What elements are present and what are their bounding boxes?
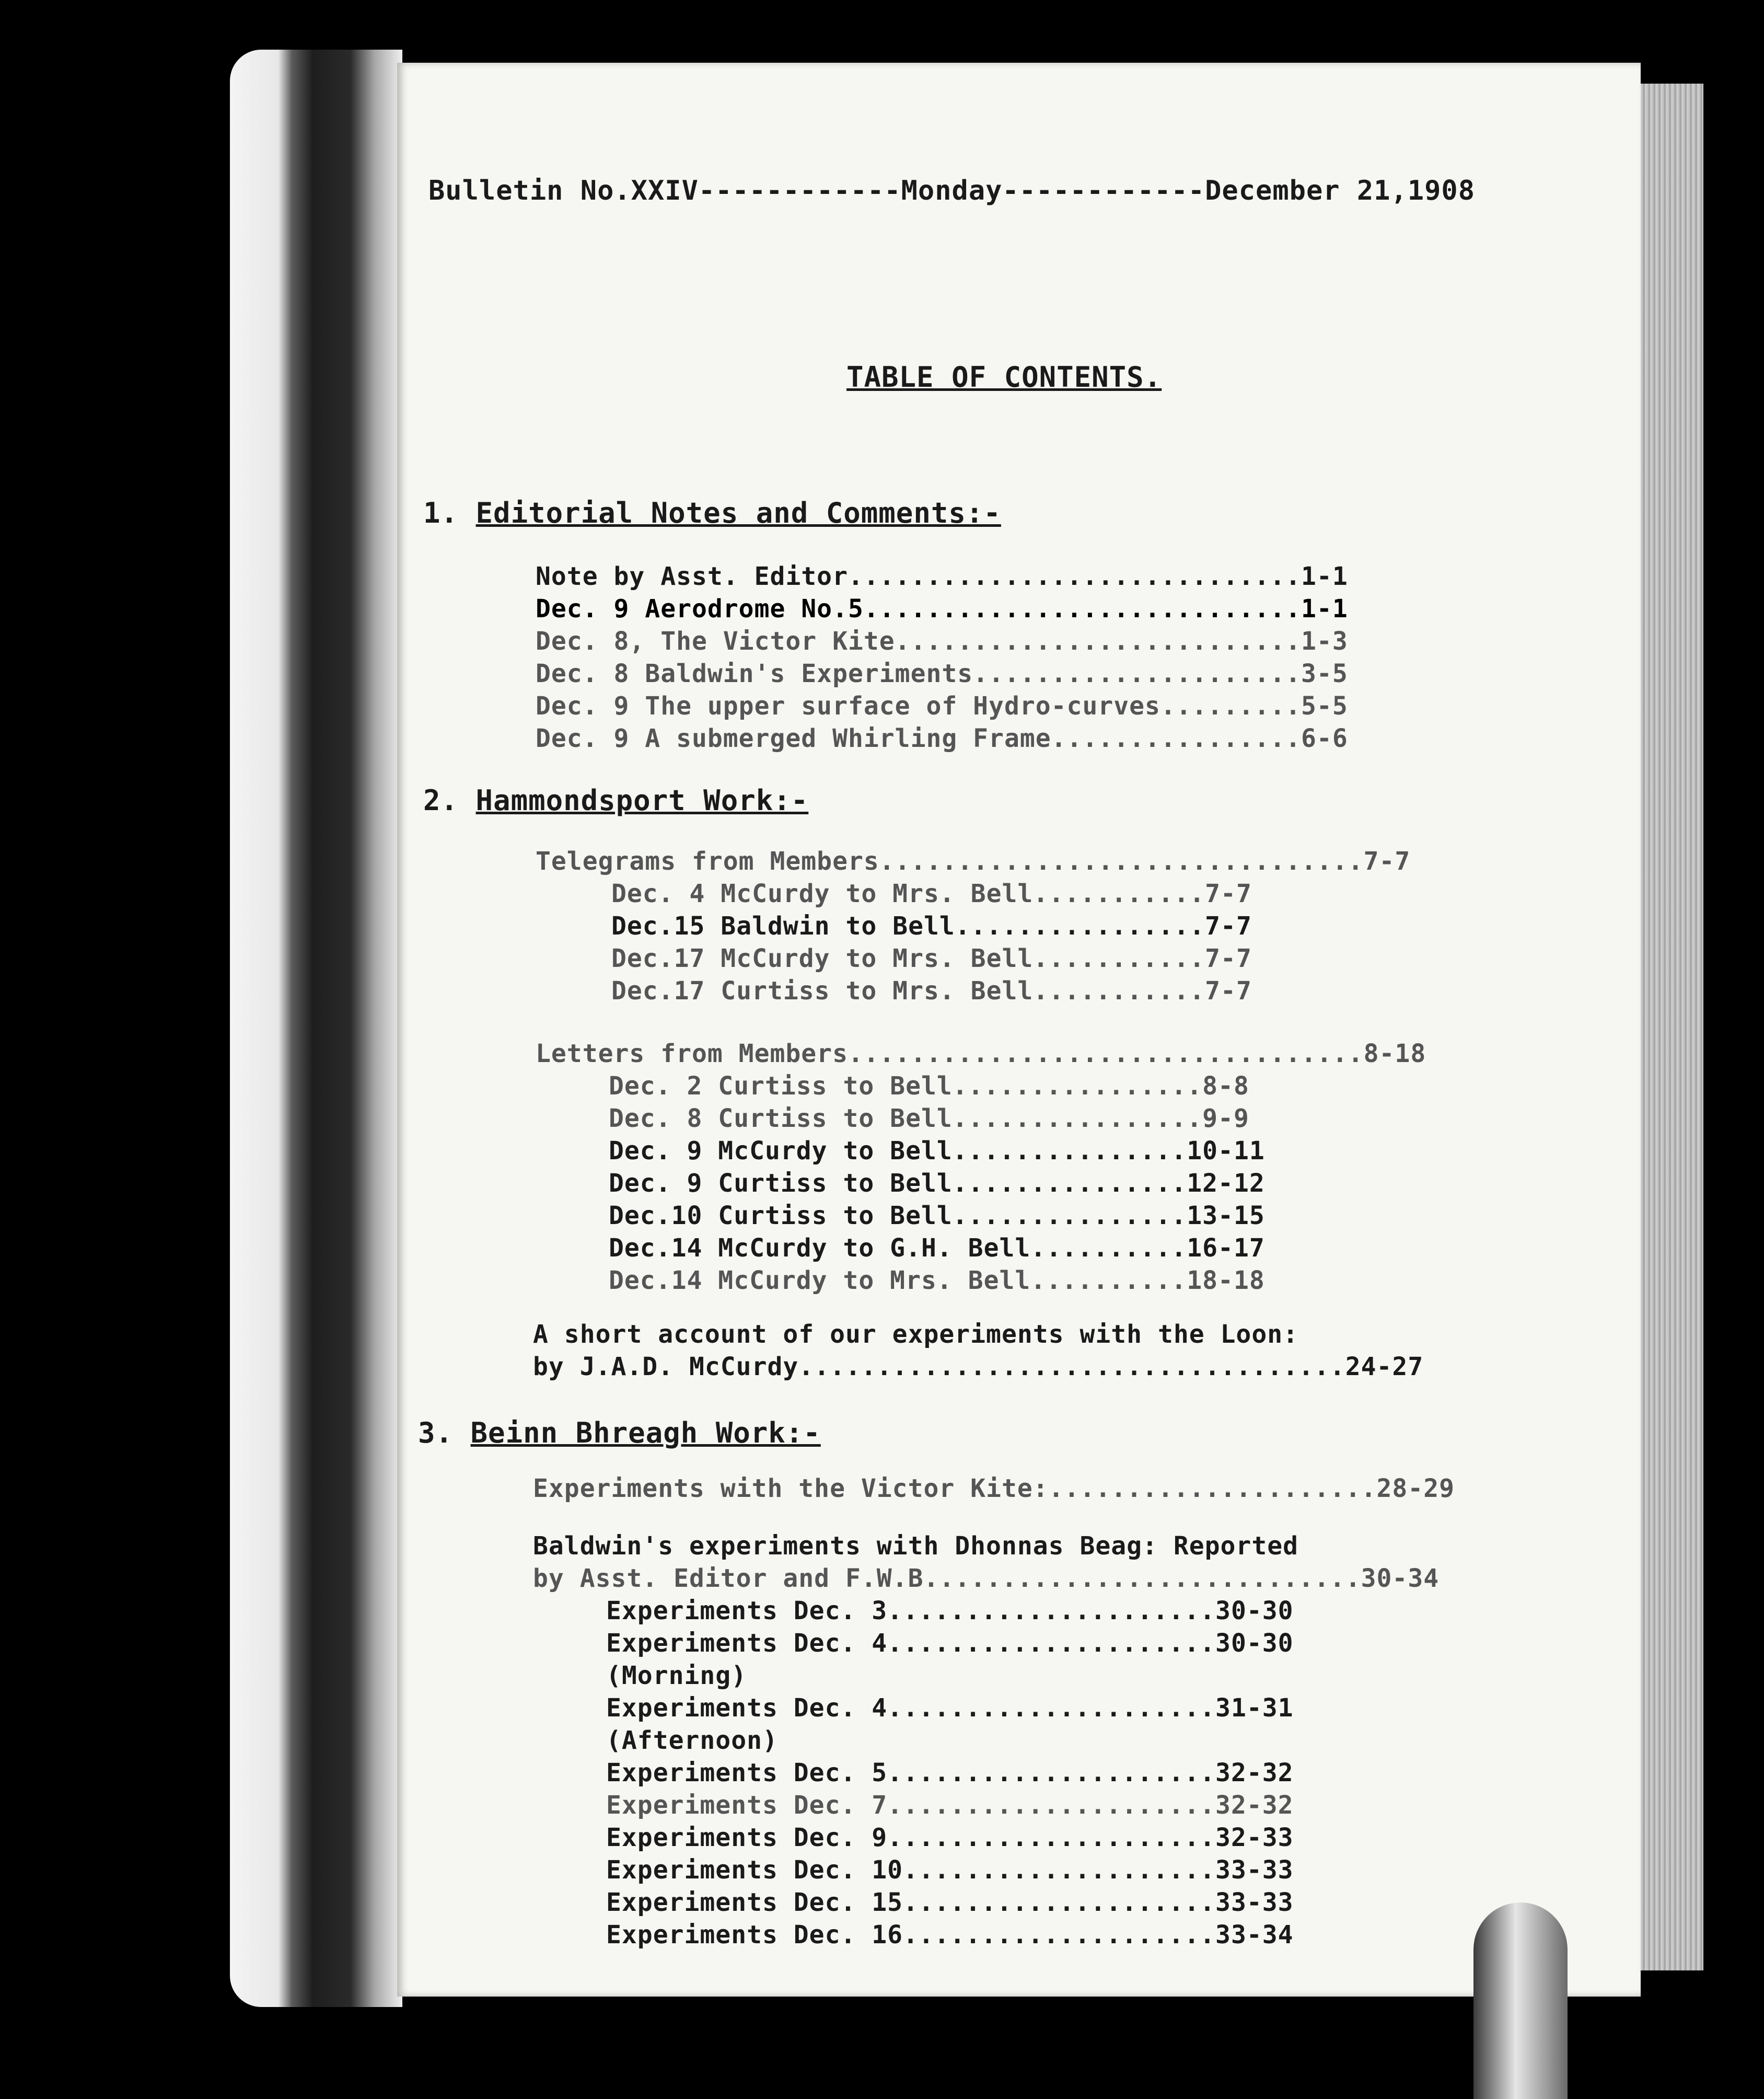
page-edges [1641,84,1703,1970]
letter-item: Dec. 8 Curtiss to Bell................9-9 [609,1104,1249,1133]
experiment-item: Experiments Dec. 4.....................30-30 [606,1629,1294,1658]
loon-account-line2: by J.A.D. McCurdy...................................24-27 [533,1352,1424,1381]
baldwin-heading-line2: by Asst. Editor and F.W.B............................30-34 [533,1564,1440,1593]
toc-entry: Dec. 9 The upper surface of Hydro-curves.........5-5 [536,691,1348,721]
section-3-heading: 3. Beinn Bhreagh Work:- [418,1416,821,1449]
experiment-note: (Afternoon) [606,1726,778,1755]
toc-entry: Dec. 8 Baldwin's Experiments.....................3-5 [536,659,1348,688]
experiment-item: Experiments Dec. 15....................33-33 [606,1888,1294,1917]
experiment-item: Experiments Dec. 3.....................30-30 [606,1596,1294,1625]
telegrams-label: Telegrams from Members...............................7-7 [536,847,1411,876]
letter-item: Dec. 9 Curtiss to Bell...............12-12 [609,1169,1265,1198]
experiment-item: Experiments Dec. 4.....................31-31 [606,1693,1294,1723]
telegram-item: Dec.17 McCurdy to Mrs. Bell...........7-7 [611,944,1252,973]
experiment-item: Experiments Dec. 5.....................32-32 [606,1758,1294,1787]
letter-item: Dec.14 McCurdy to Mrs. Bell..........18-18 [609,1266,1265,1295]
baldwin-heading-line1: Baldwin's experiments with Dhonnas Beag: Reported [533,1531,1299,1561]
experiment-item: Experiments Dec. 7.....................32-32 [606,1791,1294,1820]
telegram-item: Dec.17 Curtiss to Mrs. Bell...........7-7 [611,976,1252,1006]
experiment-item: Experiments Dec. 16....................33-34 [606,1920,1294,1950]
section-2-heading: 2. Hammondsport Work:- [423,784,809,817]
pen-tip [1473,1902,1568,2099]
telegram-item: Dec.15 Baldwin to Bell................7-7 [611,912,1252,941]
letter-item: Dec.10 Curtiss to Bell...............13-15 [609,1201,1265,1230]
toc-entry: Experiments with the Victor Kite:.....................28-29 [533,1474,1455,1503]
experiment-item: Experiments Dec. 9.....................32-33 [606,1823,1294,1852]
bulletin-header: Bulletin No.XXIV------------Monday------------December 21,1908 [428,175,1476,206]
telegram-item: Dec. 4 McCurdy to Mrs. Bell...........7-7 [611,879,1252,908]
letter-item: Dec. 9 McCurdy to Bell...............10-11 [609,1136,1265,1166]
experiment-item: Experiments Dec. 10....................33-33 [606,1855,1294,1885]
book-binding [230,50,402,2007]
loon-account-line1: A short account of our experiments with the Loon: [533,1320,1299,1349]
letters-label: Letters from Members.................................8-18 [536,1039,1426,1068]
letter-item: Dec.14 McCurdy to G.H. Bell..........16-17 [609,1233,1265,1263]
toc-entry: Note by Asst. Editor.............................1-1 [536,562,1348,591]
toc-entry: Dec. 8, The Victor Kite..........................1-3 [536,627,1348,656]
toc-entry: Dec. 9 A submerged Whirling Frame................6-6 [536,724,1348,753]
section-1-heading: 1. Editorial Notes and Comments:- [423,497,1001,529]
letter-item: Dec. 2 Curtiss to Bell................8-8 [609,1071,1249,1101]
experiment-note: (Morning) [606,1661,747,1690]
toc-entry: Dec. 9 Aerodrome No.5............................1-1 [536,594,1348,624]
page-title: TABLE OF CONTENTS. [846,361,1162,394]
